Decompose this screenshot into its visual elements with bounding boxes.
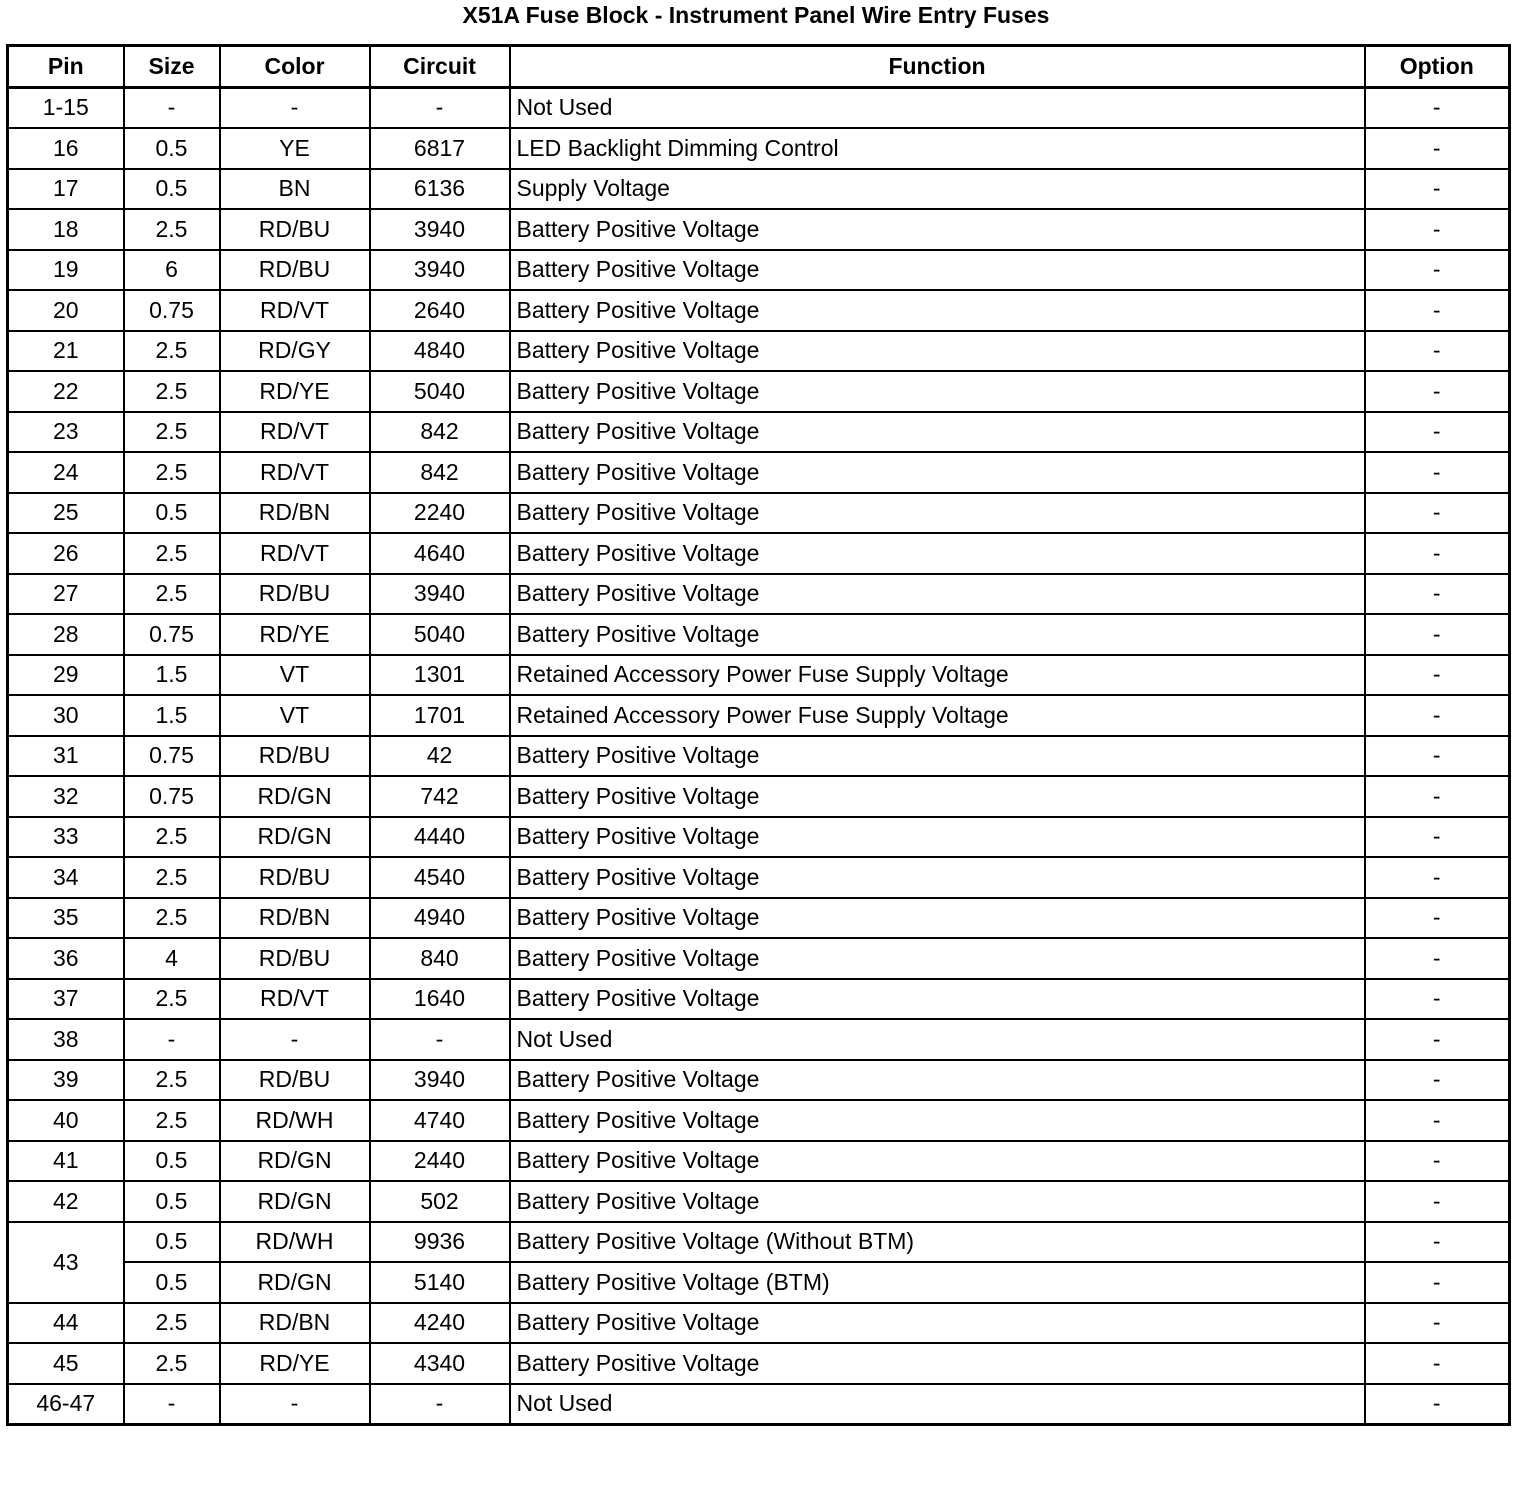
table-row: [8, 250, 1510, 291]
cell-size: 2.5: [124, 979, 220, 1020]
cell-function: LED Backlight Dimming Control: [510, 128, 1365, 169]
cell-circuit: 6136: [370, 169, 510, 210]
cell-size: 2.5: [124, 452, 220, 493]
cell-size: 0.5: [124, 1181, 220, 1222]
table-row: [8, 817, 1510, 858]
cell-option: -: [1365, 452, 1510, 493]
cell-pin: 44: [8, 1303, 124, 1344]
cell-pin: 17: [8, 169, 124, 210]
cell-color: RD/GN: [220, 776, 370, 817]
table-row: [8, 1262, 1510, 1303]
cell-color: RD/VT: [220, 979, 370, 1020]
cell-size: 2.5: [124, 898, 220, 939]
cell-color: RD/BN: [220, 493, 370, 534]
cell-size: -: [124, 1019, 220, 1060]
cell-circuit: 4340: [370, 1343, 510, 1384]
table-row: [8, 1303, 1510, 1344]
table-row: [8, 371, 1510, 412]
cell-circuit: 3940: [370, 250, 510, 291]
cell-size: 0.75: [124, 614, 220, 655]
cell-circuit: 3940: [370, 209, 510, 250]
table-row: [8, 1343, 1510, 1384]
cell-color: RD/YE: [220, 371, 370, 412]
cell-option: -: [1365, 1343, 1510, 1384]
table-row: [8, 736, 1510, 777]
cell-circuit: 4240: [370, 1303, 510, 1344]
cell-option: -: [1365, 898, 1510, 939]
cell-size: 1.5: [124, 655, 220, 696]
cell-option: -: [1365, 1384, 1510, 1425]
cell-function: Battery Positive Voltage: [510, 1141, 1365, 1182]
cell-option: -: [1365, 817, 1510, 858]
cell-pin: 27: [8, 574, 124, 615]
cell-function: Battery Positive Voltage: [510, 736, 1365, 777]
cell-pin: 22: [8, 371, 124, 412]
cell-circuit: 2440: [370, 1141, 510, 1182]
cell-pin: 23: [8, 412, 124, 453]
table-row: [8, 290, 1510, 331]
cell-circuit: 4740: [370, 1100, 510, 1141]
cell-size: 0.5: [124, 1262, 220, 1303]
cell-pin: 38: [8, 1019, 124, 1060]
cell-pin: 20: [8, 290, 124, 331]
cell-color: RD/GY: [220, 331, 370, 372]
table-row: [8, 331, 1510, 372]
cell-function: Battery Positive Voltage: [510, 1100, 1365, 1141]
cell-circuit: 502: [370, 1181, 510, 1222]
cell-circuit: 9936: [370, 1222, 510, 1263]
cell-size: 2.5: [124, 1343, 220, 1384]
cell-function: Battery Positive Voltage: [510, 776, 1365, 817]
cell-function: Battery Positive Voltage: [510, 938, 1365, 979]
cell-option: -: [1365, 1303, 1510, 1344]
cell-color: RD/BU: [220, 736, 370, 777]
cell-option: -: [1365, 1019, 1510, 1060]
table-row: [8, 614, 1510, 655]
cell-color: RD/VT: [220, 290, 370, 331]
cell-size: 0.75: [124, 736, 220, 777]
cell-function: Battery Positive Voltage: [510, 533, 1365, 574]
cell-pin: 35: [8, 898, 124, 939]
cell-function: Battery Positive Voltage: [510, 371, 1365, 412]
cell-color: -: [220, 1019, 370, 1060]
cell-size: 0.5: [124, 1222, 220, 1263]
table-row: [8, 1100, 1510, 1141]
cell-pin: 30: [8, 695, 124, 736]
cell-size: 2.5: [124, 857, 220, 898]
cell-circuit: 842: [370, 452, 510, 493]
table-row: [8, 1019, 1510, 1060]
cell-function: Battery Positive Voltage: [510, 493, 1365, 534]
cell-size: 1.5: [124, 695, 220, 736]
table-row: [8, 1060, 1510, 1101]
cell-circuit: 4840: [370, 331, 510, 372]
cell-size: 6: [124, 250, 220, 291]
cell-color: RD/BU: [220, 938, 370, 979]
cell-pin: 32: [8, 776, 124, 817]
table-row: [8, 776, 1510, 817]
cell-circuit: 840: [370, 938, 510, 979]
cell-circuit: 3940: [370, 1060, 510, 1101]
cell-color: BN: [220, 169, 370, 210]
cell-color: RD/YE: [220, 614, 370, 655]
cell-function: Not Used: [510, 1019, 1365, 1060]
cell-function: Battery Positive Voltage: [510, 452, 1365, 493]
cell-function: Battery Positive Voltage: [510, 1060, 1365, 1101]
cell-function: Battery Positive Voltage: [510, 614, 1365, 655]
cell-size: 2.5: [124, 817, 220, 858]
cell-color: RD/GN: [220, 1262, 370, 1303]
cell-option: -: [1365, 331, 1510, 372]
cell-pin: 43: [8, 1222, 124, 1303]
cell-pin: 45: [8, 1343, 124, 1384]
table-row: [8, 452, 1510, 493]
cell-function: Battery Positive Voltage: [510, 1343, 1365, 1384]
cell-circuit: 42: [370, 736, 510, 777]
cell-option: -: [1365, 290, 1510, 331]
cell-function: Battery Positive Voltage: [510, 331, 1365, 372]
cell-circuit: -: [370, 87, 510, 128]
table-row: [8, 857, 1510, 898]
cell-pin: 25: [8, 493, 124, 534]
cell-color: RD/GN: [220, 817, 370, 858]
cell-size: 2.5: [124, 1060, 220, 1101]
cell-pin: 26: [8, 533, 124, 574]
cell-function: Battery Positive Voltage: [510, 1303, 1365, 1344]
cell-size: -: [124, 87, 220, 128]
cell-option: -: [1365, 169, 1510, 210]
cell-color: VT: [220, 695, 370, 736]
cell-color: RD/BU: [220, 857, 370, 898]
cell-color: RD/YE: [220, 1343, 370, 1384]
table-row: [8, 1181, 1510, 1222]
cell-size: -: [124, 1384, 220, 1425]
cell-function: Battery Positive Voltage: [510, 817, 1365, 858]
cell-color: VT: [220, 655, 370, 696]
cell-color: RD/BN: [220, 1303, 370, 1344]
cell-size: 2.5: [124, 533, 220, 574]
cell-pin: 41: [8, 1141, 124, 1182]
cell-function: Not Used: [510, 87, 1365, 128]
cell-circuit: 4440: [370, 817, 510, 858]
cell-color: RD/BU: [220, 209, 370, 250]
cell-circuit: 5040: [370, 371, 510, 412]
cell-function: Battery Positive Voltage (BTM): [510, 1262, 1365, 1303]
cell-pin: 33: [8, 817, 124, 858]
table-row: [8, 87, 1510, 128]
table-row: [8, 695, 1510, 736]
cell-color: RD/VT: [220, 412, 370, 453]
cell-color: YE: [220, 128, 370, 169]
cell-option: -: [1365, 655, 1510, 696]
cell-color: RD/GN: [220, 1141, 370, 1182]
cell-function: Supply Voltage: [510, 169, 1365, 210]
cell-circuit: 2240: [370, 493, 510, 534]
cell-pin: 21: [8, 331, 124, 372]
cell-color: RD/WH: [220, 1100, 370, 1141]
cell-size: 2.5: [124, 1303, 220, 1344]
header-size: Size: [124, 46, 220, 88]
cell-option: -: [1365, 614, 1510, 655]
cell-circuit: 2640: [370, 290, 510, 331]
cell-circuit: 5140: [370, 1262, 510, 1303]
cell-option: -: [1365, 979, 1510, 1020]
cell-option: -: [1365, 412, 1510, 453]
cell-option: -: [1365, 736, 1510, 777]
cell-color: RD/BU: [220, 1060, 370, 1101]
cell-circuit: 6817: [370, 128, 510, 169]
cell-option: -: [1365, 209, 1510, 250]
cell-circuit: 3940: [370, 574, 510, 615]
cell-color: -: [220, 87, 370, 128]
cell-option: -: [1365, 493, 1510, 534]
cell-option: -: [1365, 695, 1510, 736]
cell-color: RD/BU: [220, 574, 370, 615]
cell-size: 0.75: [124, 290, 220, 331]
table-row: [8, 1222, 1510, 1263]
cell-pin: 31: [8, 736, 124, 777]
table-row: [8, 655, 1510, 696]
cell-circuit: 1301: [370, 655, 510, 696]
cell-circuit: 1701: [370, 695, 510, 736]
cell-function: Battery Positive Voltage: [510, 290, 1365, 331]
cell-circuit: 4940: [370, 898, 510, 939]
cell-function: Battery Positive Voltage: [510, 979, 1365, 1020]
cell-color: RD/VT: [220, 533, 370, 574]
cell-option: -: [1365, 250, 1510, 291]
cell-circuit: 4640: [370, 533, 510, 574]
cell-color: RD/GN: [220, 1181, 370, 1222]
cell-size: 2.5: [124, 209, 220, 250]
table-row: [8, 574, 1510, 615]
table-row: [8, 938, 1510, 979]
cell-pin: 34: [8, 857, 124, 898]
cell-size: 0.5: [124, 128, 220, 169]
cell-color: RD/WH: [220, 1222, 370, 1263]
cell-function: Battery Positive Voltage (Without BTM): [510, 1222, 1365, 1263]
cell-pin: 24: [8, 452, 124, 493]
cell-pin: 29: [8, 655, 124, 696]
cell-circuit: 5040: [370, 614, 510, 655]
header-option: Option: [1365, 46, 1510, 88]
cell-option: -: [1365, 1100, 1510, 1141]
header-function: Function: [510, 46, 1365, 88]
table-row: [8, 898, 1510, 939]
cell-option: -: [1365, 1060, 1510, 1101]
cell-pin: 46-47: [8, 1384, 124, 1425]
cell-option: -: [1365, 533, 1510, 574]
cell-function: Not Used: [510, 1384, 1365, 1425]
cell-size: 2.5: [124, 1100, 220, 1141]
cell-color: RD/BN: [220, 898, 370, 939]
cell-pin: 40: [8, 1100, 124, 1141]
cell-pin: 18: [8, 209, 124, 250]
cell-size: 2.5: [124, 412, 220, 453]
cell-function: Battery Positive Voltage: [510, 574, 1365, 615]
table-row: [8, 533, 1510, 574]
cell-option: -: [1365, 938, 1510, 979]
table-title: X51A Fuse Block - Instrument Panel Wire Entry Fuses: [462, 2, 1050, 28]
cell-circuit: 842: [370, 412, 510, 453]
table-row: [8, 128, 1510, 169]
table-row: [8, 169, 1510, 210]
cell-pin: 16: [8, 128, 124, 169]
cell-size: 0.75: [124, 776, 220, 817]
cell-circuit: -: [370, 1384, 510, 1425]
cell-size: 0.5: [124, 493, 220, 534]
cell-option: -: [1365, 371, 1510, 412]
cell-option: -: [1365, 1141, 1510, 1182]
cell-color: RD/VT: [220, 452, 370, 493]
header-row: [8, 46, 1510, 88]
cell-pin: 28: [8, 614, 124, 655]
cell-pin: 37: [8, 979, 124, 1020]
cell-pin: 19: [8, 250, 124, 291]
table-row: [8, 1141, 1510, 1182]
cell-option: -: [1365, 87, 1510, 128]
cell-circuit: 742: [370, 776, 510, 817]
header-circuit: Circuit: [370, 46, 510, 88]
cell-option: -: [1365, 776, 1510, 817]
cell-circuit: 4540: [370, 857, 510, 898]
cell-function: Battery Positive Voltage: [510, 412, 1365, 453]
table-row: [8, 209, 1510, 250]
header-color: Color: [220, 46, 370, 88]
table-row: [8, 412, 1510, 453]
cell-function: Battery Positive Voltage: [510, 898, 1365, 939]
cell-option: -: [1365, 857, 1510, 898]
fuse-table: [6, 44, 1511, 1426]
cell-function: Battery Positive Voltage: [510, 857, 1365, 898]
table-row: [8, 1384, 1510, 1425]
cell-function: Battery Positive Voltage: [510, 1181, 1365, 1222]
cell-option: -: [1365, 128, 1510, 169]
table-row: [8, 493, 1510, 534]
cell-size: 2.5: [124, 371, 220, 412]
cell-size: 4: [124, 938, 220, 979]
cell-size: 2.5: [124, 331, 220, 372]
cell-option: -: [1365, 1181, 1510, 1222]
cell-function: Battery Positive Voltage: [510, 209, 1365, 250]
cell-function: Retained Accessory Power Fuse Supply Voltage: [510, 695, 1365, 736]
header-pin: Pin: [8, 46, 124, 88]
table-row: [8, 979, 1510, 1020]
cell-color: RD/BU: [220, 250, 370, 291]
cell-pin: 36: [8, 938, 124, 979]
cell-circuit: 1640: [370, 979, 510, 1020]
cell-size: 0.5: [124, 1141, 220, 1182]
cell-function: Retained Accessory Power Fuse Supply Voltage: [510, 655, 1365, 696]
cell-option: -: [1365, 1262, 1510, 1303]
cell-option: -: [1365, 1222, 1510, 1263]
cell-size: 0.5: [124, 169, 220, 210]
cell-size: 2.5: [124, 574, 220, 615]
cell-option: -: [1365, 574, 1510, 615]
cell-color: -: [220, 1384, 370, 1425]
cell-pin: 1-15: [8, 87, 124, 128]
cell-circuit: -: [370, 1019, 510, 1060]
cell-pin: 42: [8, 1181, 124, 1222]
cell-function: Battery Positive Voltage: [510, 250, 1365, 291]
cell-pin: 39: [8, 1060, 124, 1101]
